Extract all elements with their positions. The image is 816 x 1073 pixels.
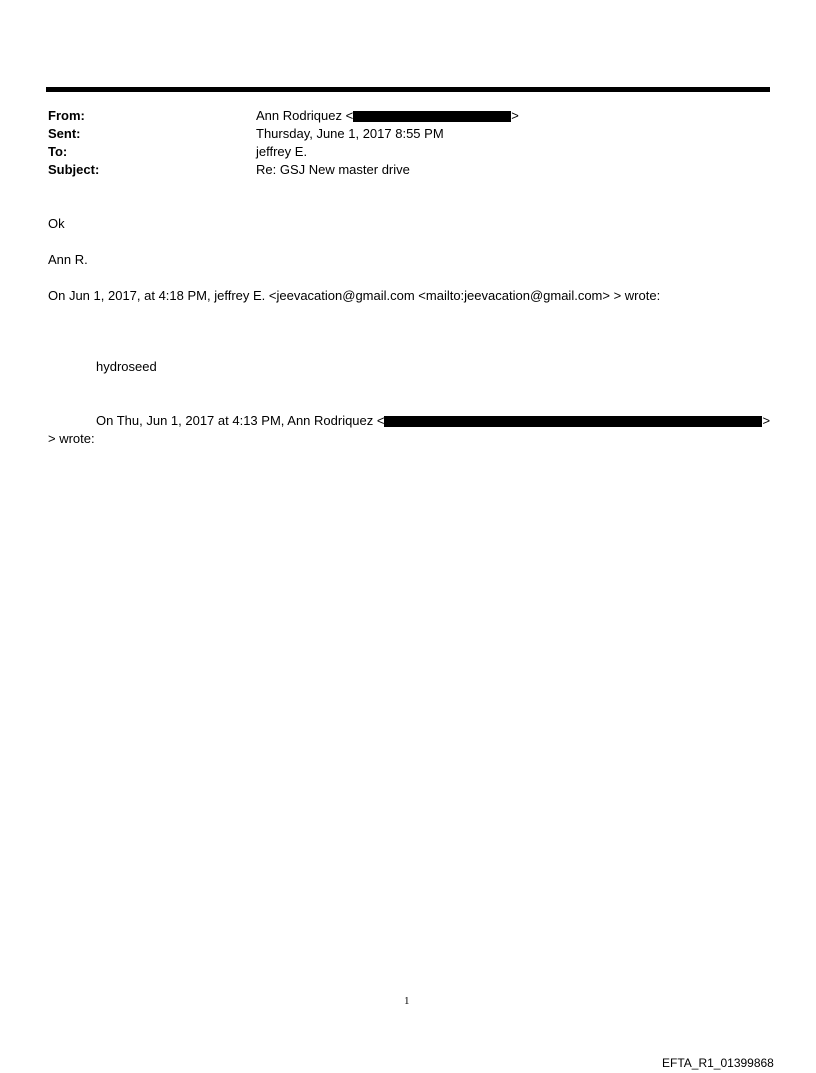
from-label: From: <box>48 108 85 123</box>
quoted-reply: hydroseed <box>96 359 157 374</box>
quote-header-2 <box>96 412 770 430</box>
from-close: > <box>511 108 519 123</box>
sent-value: Thursday, June 1, 2017 8:55 PM <box>256 126 444 141</box>
reply-text: Ok <box>48 216 65 231</box>
to-value: jeffrey E. <box>256 144 308 159</box>
quote-header-2-cont: > wrote: <box>48 431 95 446</box>
signature: Ann R. <box>48 252 88 267</box>
quote-header-2-prefix: On Thu, Jun 1, 2017 at 4:13 PM, Ann Rodriquez < <box>96 413 385 428</box>
subject-label: Subject: <box>48 162 100 177</box>
quote-header-1: On Jun 1, 2017, at 4:18 PM, jeffrey E. <jeevacation@gmail.com <mailto:jeevacation@gmail.com> > wrote: <box>48 288 661 303</box>
page-number: 1 <box>404 995 410 1007</box>
subject-value: Re: GSJ New master drive <box>256 162 410 177</box>
header-rule <box>46 87 770 92</box>
quote-header-2-suffix: > <box>762 413 771 428</box>
sent-label: Sent: <box>48 126 81 141</box>
from-name: Ann Rodriquez < <box>256 108 354 123</box>
document-id: EFTA_R1_01399868 <box>662 1056 774 1070</box>
to-label: To: <box>48 144 68 159</box>
redaction-bar <box>384 416 762 427</box>
from-value <box>256 107 519 125</box>
redaction-bar <box>353 111 511 122</box>
